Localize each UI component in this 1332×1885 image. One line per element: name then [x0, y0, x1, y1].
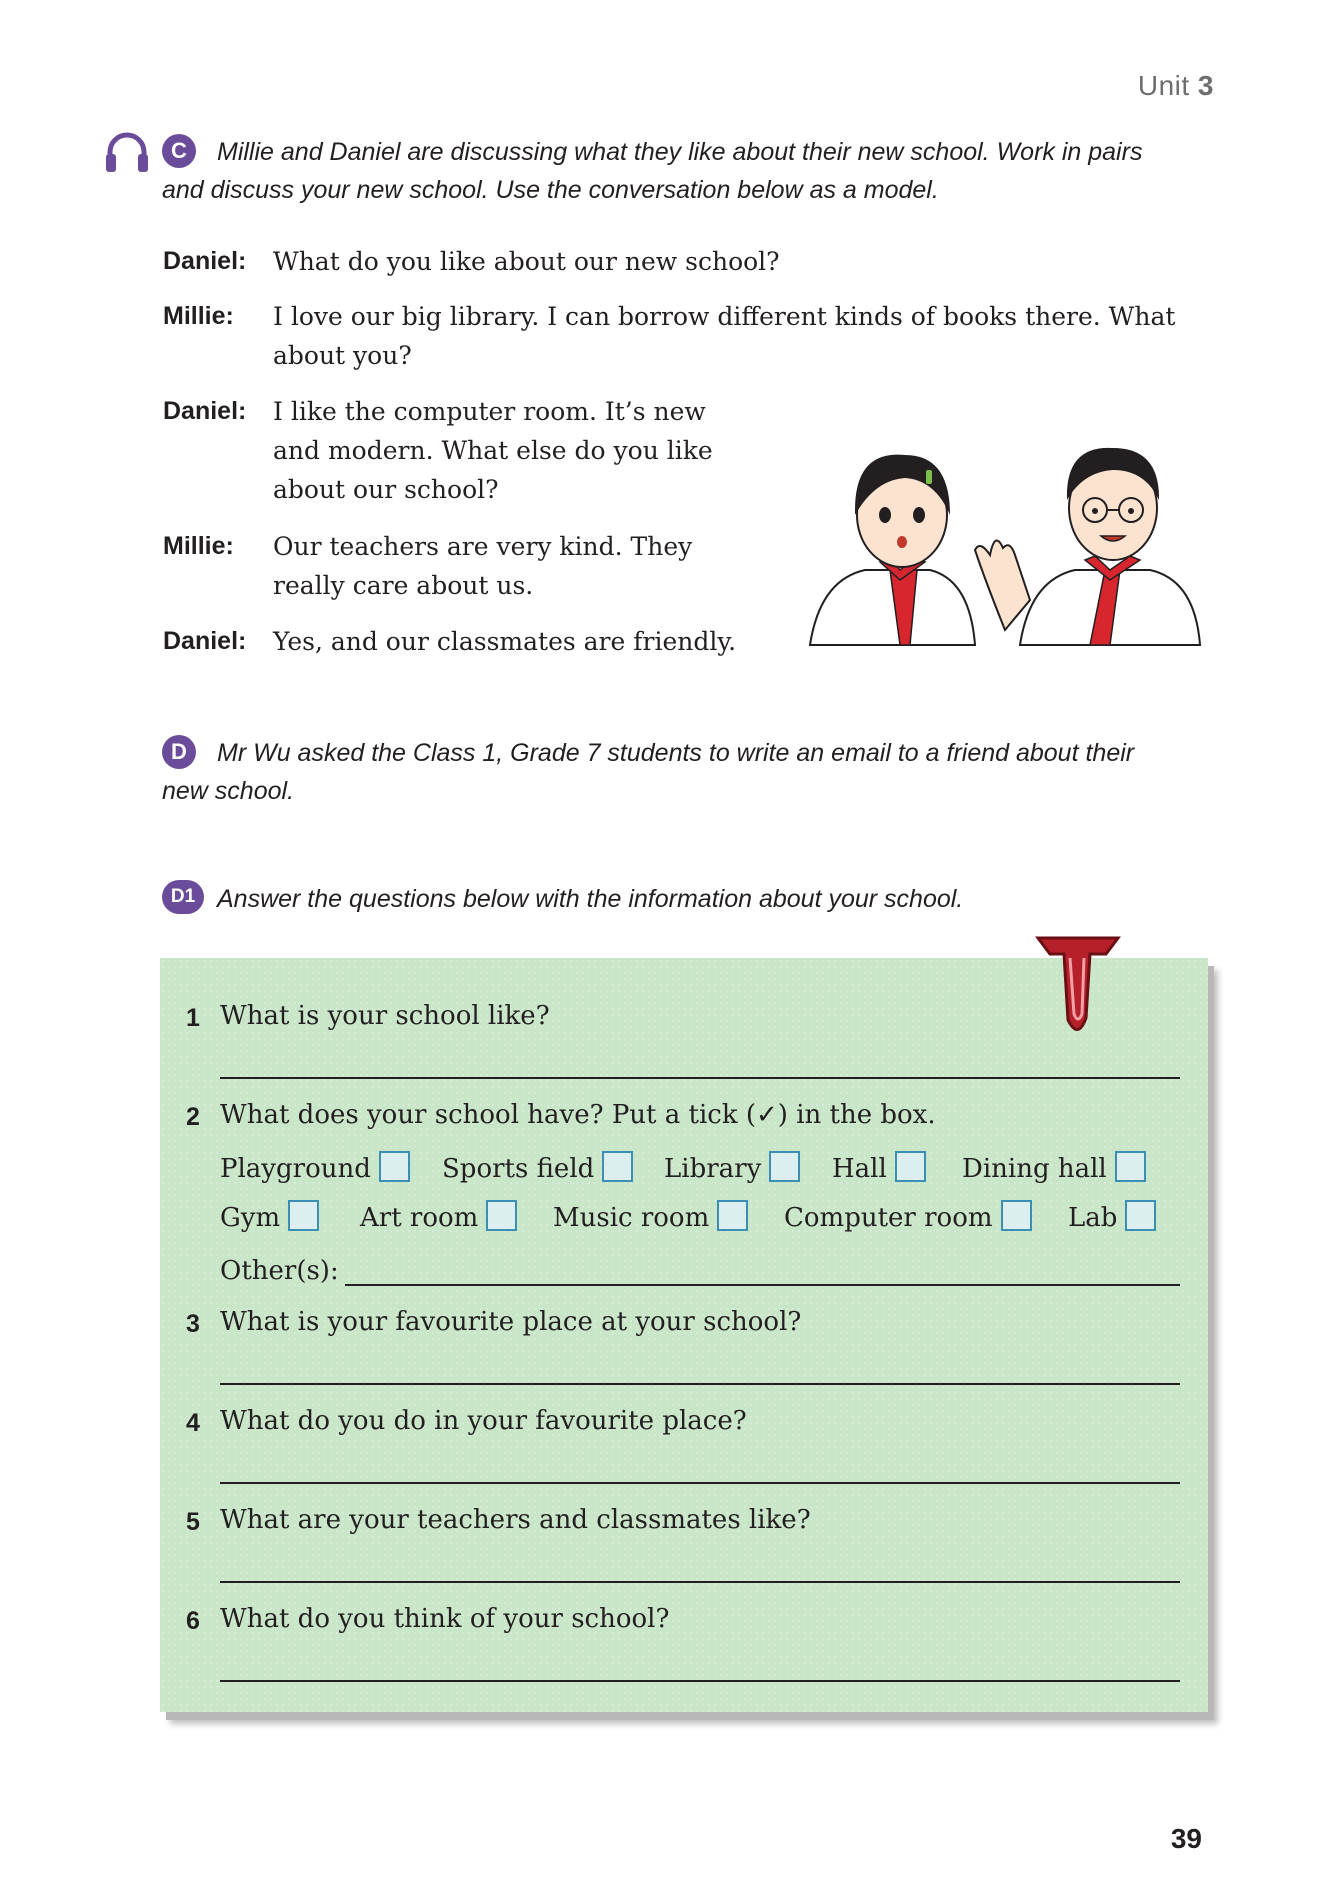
option-dining-hall: Dining hall: [962, 1151, 1146, 1184]
question-number: 6: [186, 1607, 200, 1635]
option-lab: Lab: [1068, 1200, 1156, 1233]
students-illustration: [805, 430, 1205, 650]
answer-line-others[interactable]: [345, 1284, 1180, 1286]
option-library: Library: [664, 1151, 800, 1184]
section-c-instruction: Millie and Daniel are discussing what they like about their new school. Work in pairs: [217, 138, 1143, 166]
checkbox[interactable]: [602, 1151, 633, 1182]
dialogue-line: I love our big library. I can borrow different kinds of books there. What: [273, 302, 1176, 331]
checkbox[interactable]: [288, 1200, 319, 1231]
dialogue-speaker: Daniel:: [163, 247, 247, 275]
question-text: What is your favourite place at your school?: [220, 1307, 802, 1337]
answer-line-q6[interactable]: [220, 1680, 1180, 1682]
question-number: 3: [186, 1310, 200, 1338]
option-playground: Playground: [220, 1151, 410, 1184]
option-sports-field: Sports field: [442, 1151, 633, 1184]
dialogue-line: Our teachers are very kind. They: [273, 532, 693, 561]
section-c-badge: C: [162, 134, 196, 168]
question-text: What is your school like?: [220, 1001, 550, 1031]
question-text: What do you do in your favourite place?: [220, 1406, 747, 1436]
answer-line-q3[interactable]: [220, 1383, 1180, 1385]
dialogue-line: and modern. What else do you like: [273, 436, 713, 465]
section-d-badge: D: [162, 735, 196, 769]
dialogue-line: Yes, and our classmates are friendly.: [273, 627, 737, 656]
section-d-instruction-cont: new school.: [162, 777, 295, 805]
question-text: What do you think of your school?: [220, 1604, 670, 1634]
checkbox[interactable]: [717, 1200, 748, 1231]
headphones-icon: [104, 130, 150, 174]
section-c-instruction-cont: and discuss your new school. Use the conversation below as a model.: [162, 176, 939, 204]
paper-clip-icon: [1028, 928, 1128, 1048]
answer-line-q1[interactable]: [220, 1077, 1180, 1079]
page-number: 39: [1170, 1823, 1202, 1854]
checkbox[interactable]: [1001, 1200, 1032, 1231]
checkbox[interactable]: [1115, 1151, 1146, 1182]
dialogue-line: about you?: [273, 341, 412, 370]
option-hall: Hall: [832, 1151, 926, 1184]
others-label: Other(s):: [220, 1256, 339, 1286]
boy-figure: [975, 448, 1200, 645]
answer-line-q5[interactable]: [220, 1581, 1180, 1583]
option-art-room: Art room: [360, 1200, 517, 1233]
question-text: What are your teachers and classmates like?: [220, 1505, 811, 1535]
question-number: 5: [186, 1508, 200, 1536]
question-number: 4: [186, 1409, 200, 1437]
section-d1-instruction: Answer the questions below with the information about your school.: [217, 885, 964, 913]
option-gym: Gym: [220, 1200, 319, 1233]
section-d1-badge: D1: [162, 880, 204, 914]
question-text: What does your school have? Put a tick (✓) in the box.: [220, 1100, 936, 1130]
girl-figure: [810, 455, 975, 645]
dialogue-line: What do you like about our new school?: [273, 247, 780, 276]
checkbox[interactable]: [1125, 1200, 1156, 1231]
checkbox[interactable]: [486, 1200, 517, 1231]
dialogue-speaker: Millie:: [163, 302, 234, 330]
option-computer-room: Computer room: [784, 1200, 1032, 1233]
checkbox[interactable]: [769, 1151, 800, 1182]
checkbox[interactable]: [895, 1151, 926, 1182]
dialogue-line: about our school?: [273, 475, 499, 504]
option-music-room: Music room: [553, 1200, 748, 1233]
unit-label: Unit 3: [1137, 70, 1214, 101]
dialogue-speaker: Daniel:: [163, 397, 247, 425]
question-number: 1: [186, 1004, 200, 1032]
dialogue-line: I like the computer room. It’s new: [273, 397, 706, 426]
dialogue-speaker: Millie:: [163, 532, 234, 560]
dialogue-line: really care about us.: [273, 571, 534, 600]
question-number: 2: [186, 1103, 200, 1131]
checkbox[interactable]: [379, 1151, 410, 1182]
answer-line-q4[interactable]: [220, 1482, 1180, 1484]
dialogue-speaker: Daniel:: [163, 627, 247, 655]
section-d-instruction: Mr Wu asked the Class 1, Grade 7 students to write an email to a friend about their: [217, 739, 1135, 767]
